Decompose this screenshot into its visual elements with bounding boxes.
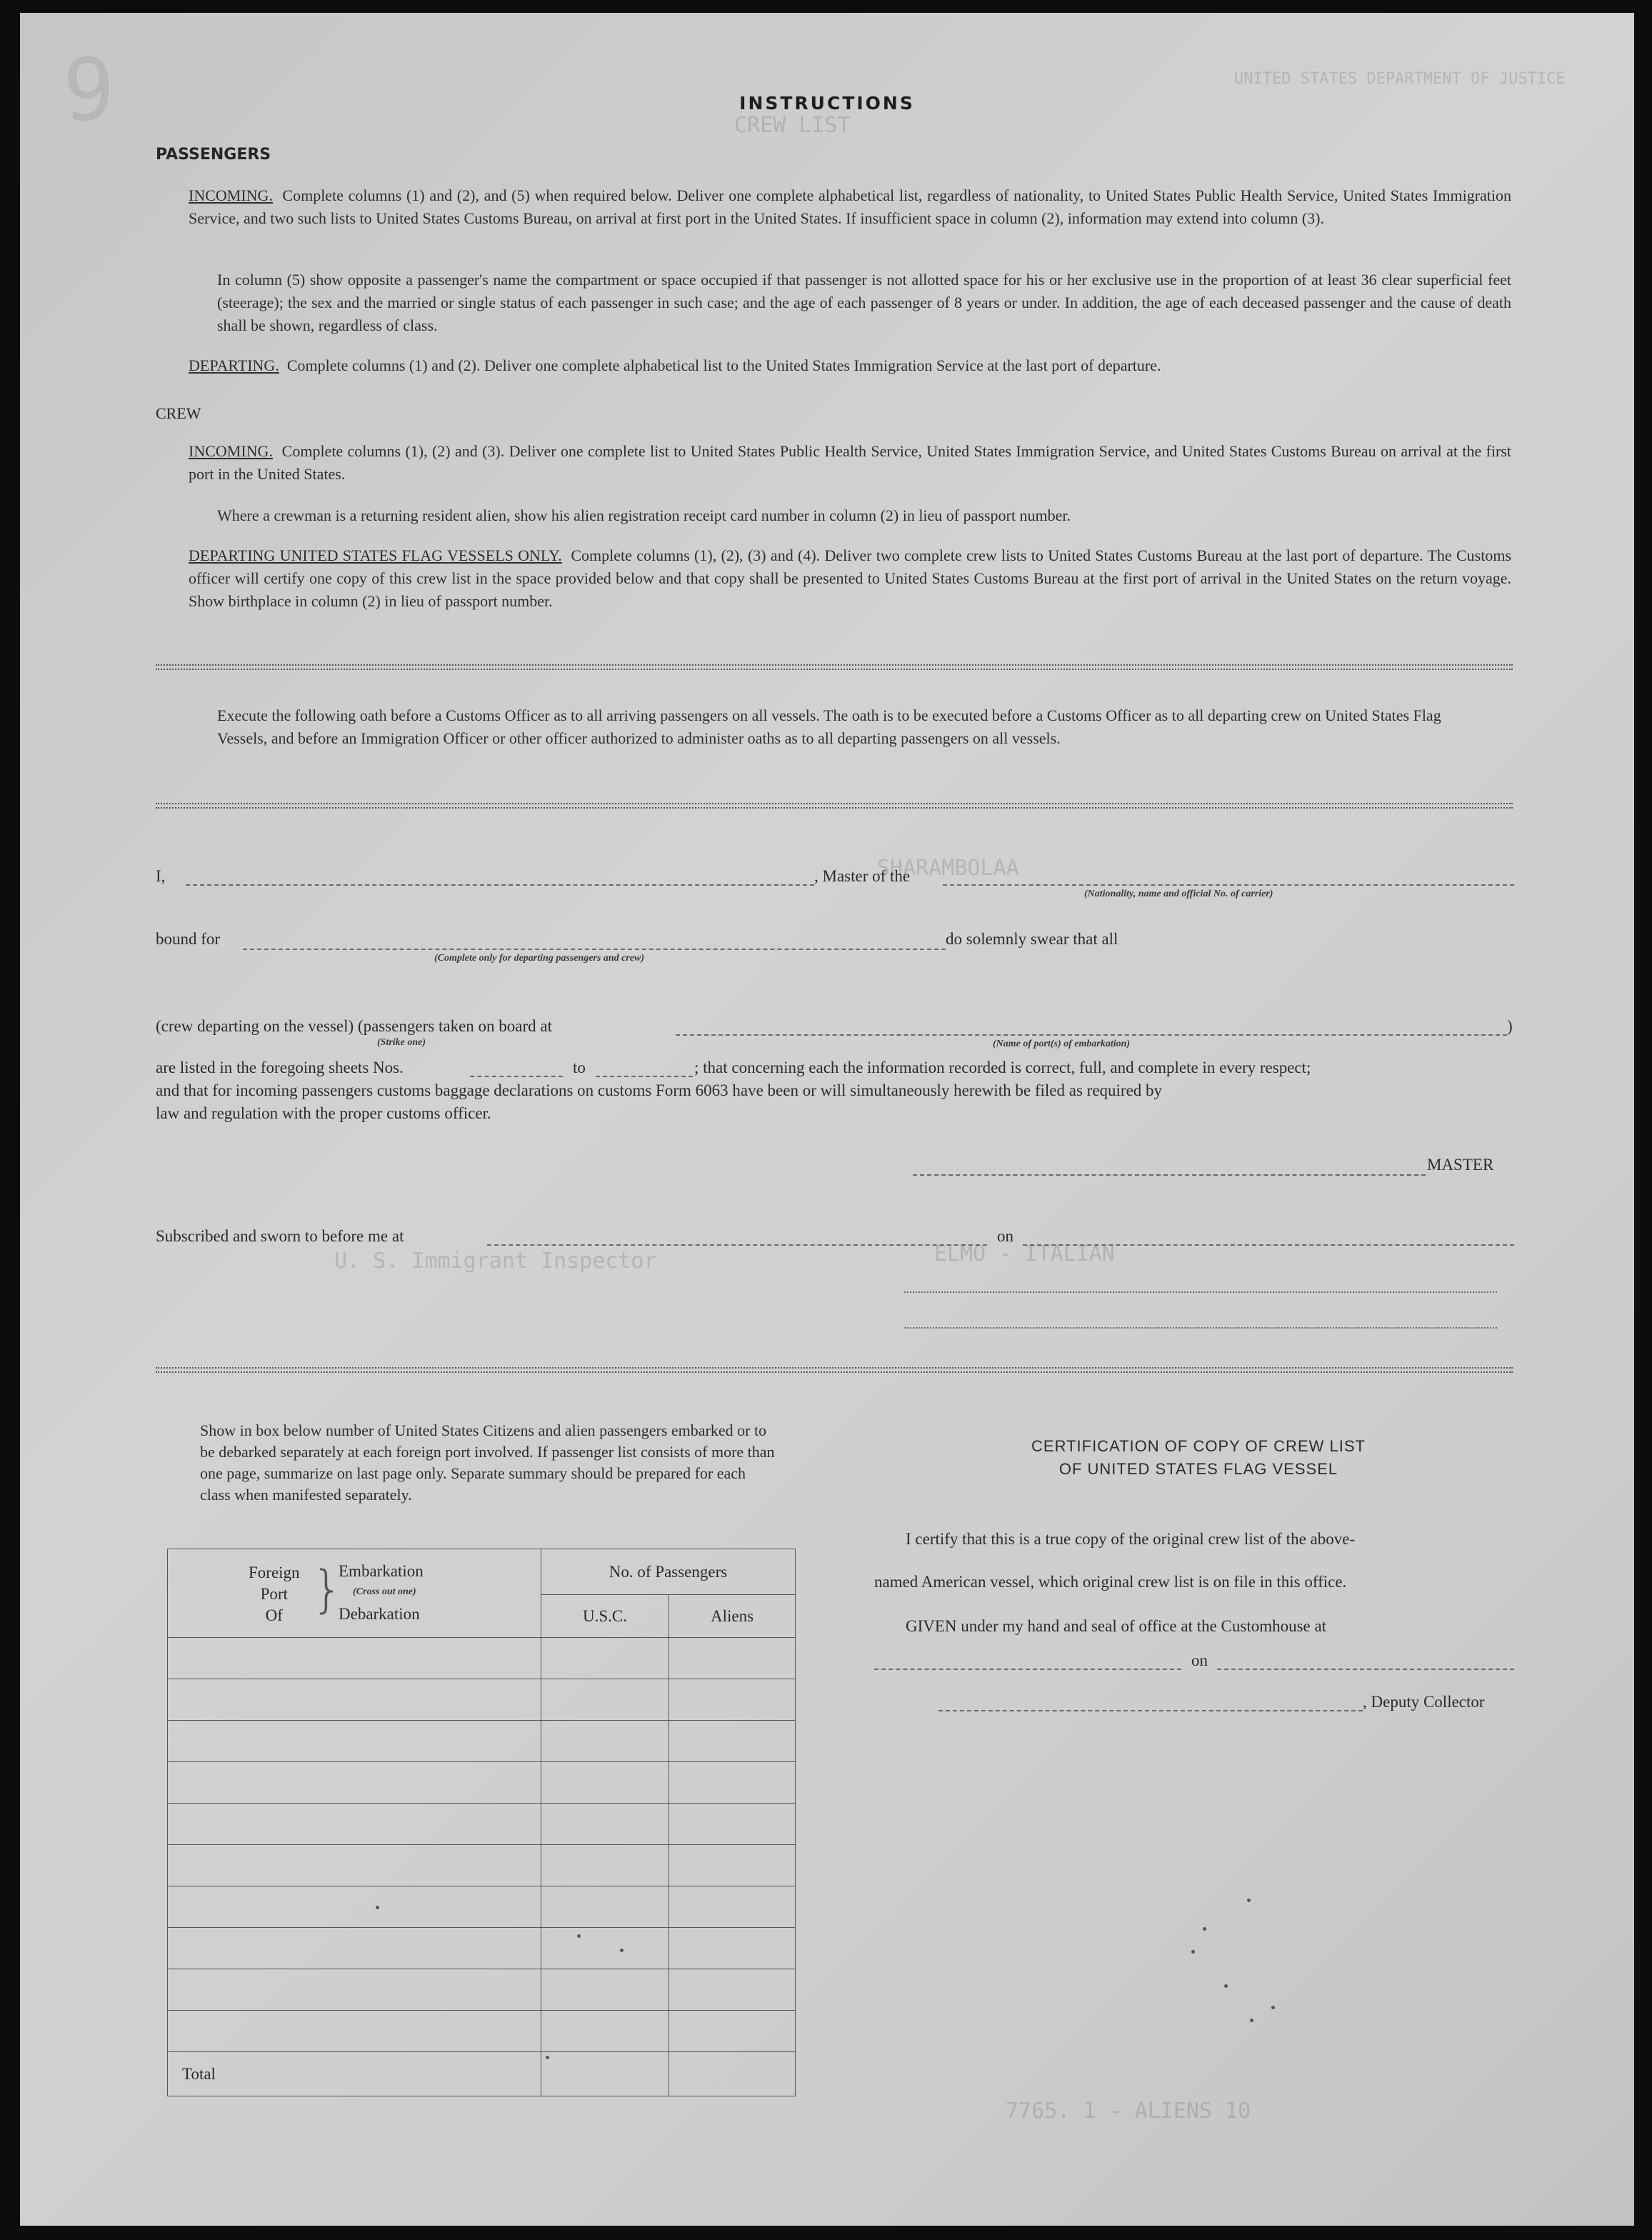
aliens-cell[interactable]	[669, 1679, 796, 1721]
bleed-through-mark: UNITED STATES DEPARTMENT OF JUSTICE	[1234, 70, 1566, 88]
passenger-summary-table	[167, 1549, 796, 2096]
carrier-caption: (Nationality, name and official No. of carrier)	[1084, 889, 1273, 899]
officer-signature-line[interactable]	[904, 1291, 1497, 1293]
bleed-through-mark: U. S. Immigrant Inspector	[334, 1249, 657, 1274]
port-cell[interactable]	[168, 1638, 541, 1679]
certification-title-1: CERTIFICATION OF COPY OF CREW LIST	[1031, 1437, 1366, 1455]
passengers-departing-text: Complete columns (1) and (2). Deliver one complete alphabetical list to the United States Immigration Service at the last port of departure.	[286, 356, 1161, 374]
crew-heading: CREW	[156, 404, 201, 422]
deputy-collector-signature-field[interactable]	[938, 1710, 1363, 1711]
oath-line-3: law and regulation with the proper customs officer.	[156, 1104, 491, 1122]
sworn-location-field[interactable]	[487, 1244, 987, 1246]
usc-cell[interactable]	[541, 1679, 669, 1721]
certification-title-2: OF UNITED STATES FLAG VESSEL	[1058, 1460, 1338, 1478]
passengers-incoming-label: INCOMING.	[189, 186, 273, 204]
bleed-through-mark: 9	[63, 41, 115, 141]
usc-cell[interactable]	[541, 1928, 669, 1969]
usc-total-cell[interactable]	[541, 2052, 669, 2096]
port-header-cell	[168, 1549, 541, 1638]
passengers-departing-label: DEPARTING.	[189, 356, 279, 374]
passengers-incoming-paragraph	[189, 184, 1511, 230]
aliens-cell[interactable]	[669, 1762, 796, 1804]
foreign-label: Foreign	[249, 1563, 300, 1581]
sheet-from-field[interactable]	[470, 1076, 563, 1077]
port-cell[interactable]	[168, 1928, 541, 1969]
master-label: MASTER	[1427, 1156, 1494, 1174]
speck	[1224, 1984, 1228, 1988]
usc-cell[interactable]	[541, 1845, 669, 1886]
no-of-passengers-header: No. of Passengers	[541, 1549, 796, 1595]
aliens-cell[interactable]	[669, 2011, 796, 2052]
usc-cell[interactable]	[541, 1886, 669, 1928]
sheets-to-label: to	[573, 1059, 586, 1076]
bound-for-field[interactable]	[243, 949, 946, 950]
aliens-cell[interactable]	[669, 1969, 796, 2011]
ports-of-embarkation-field[interactable]	[676, 1034, 1507, 1036]
master-name-field[interactable]	[186, 884, 814, 886]
oath-instructions: Execute the following oath before a Customs Officer as to all arriving passengers on all vessels. The oath is to be executed before a Customs Officer as to all departing crew on United States Flag Vessels, and before an Immigration Officer or other officer authorized to administer oaths as to all departing passengers on all vessels.	[217, 706, 1441, 747]
bound-for-label: bound for	[156, 930, 221, 948]
passengers-heading: PASSENGERS	[156, 146, 271, 164]
port-label: Port	[260, 1584, 288, 1603]
crew-incoming-label: INCOMING.	[189, 442, 273, 460]
passengers-column5-paragraph: In column (5) show opposite a passenger's name the compartment or space occupied if that passenger is not allotted space for his or her exclusive use in the proportion of at least 36 clear superficial feet (steerage); the sex and the married or single status of each passenger in such case; and the age of each passenger of 8 years or under. In addition, the age of each deceased passenger and the cause of death shall be shown, regardless of class.	[217, 271, 1511, 334]
passengers-departing-paragraph	[189, 354, 1511, 377]
speck	[1250, 2019, 1253, 2022]
master-signature-field[interactable]	[913, 1174, 1426, 1176]
section-divider	[156, 803, 1513, 804]
carrier-field[interactable]	[943, 884, 1514, 886]
usc-cell[interactable]	[541, 1762, 669, 1804]
aliens-cell[interactable]	[669, 1721, 796, 1762]
usc-cell[interactable]	[541, 1721, 669, 1762]
aliens-total-cell[interactable]	[669, 2052, 796, 2096]
crew-departing-label: DEPARTING UNITED STATES FLAG VESSELS ONLY.	[189, 546, 562, 564]
usc-cell[interactable]	[541, 1804, 669, 1845]
oath-line-2: and that for incoming passengers customs baggage declarations on customs Form 6063 have been or will simultaneously herewith be filed as required by	[156, 1081, 1163, 1099]
port-cell[interactable]	[168, 1969, 541, 2011]
ports-caption: (Name of port(s) of embarkation)	[993, 1039, 1131, 1049]
speck	[1203, 1927, 1206, 1931]
form-page	[20, 13, 1634, 2226]
close-paren: )	[1507, 1017, 1513, 1035]
sworn-on-label: on	[997, 1227, 1013, 1245]
port-cell[interactable]	[168, 1679, 541, 1721]
port-cell[interactable]	[168, 1721, 541, 1762]
speck	[1247, 1899, 1251, 1902]
total-label: Total	[168, 2052, 541, 2096]
swear-label: do solemnly swear that all	[946, 930, 1118, 948]
usc-cell[interactable]	[541, 1638, 669, 1679]
aliens-cell[interactable]	[669, 1638, 796, 1679]
section-divider	[156, 664, 1513, 666]
aliens-cell[interactable]	[669, 1845, 796, 1886]
certify-on-label: on	[1191, 1651, 1208, 1669]
speck	[1191, 1950, 1195, 1954]
sheet-to-field[interactable]	[596, 1076, 693, 1077]
bleed-through-mark: ELMO - ITALIAN	[934, 1241, 1115, 1266]
customhouse-field[interactable]	[874, 1669, 1181, 1670]
aliens-cell[interactable]	[669, 1886, 796, 1928]
certify-line-2: named American vessel, which original crew list is on file in this office.	[874, 1573, 1347, 1591]
port-cell[interactable]	[168, 1804, 541, 1845]
port-cell[interactable]	[168, 1845, 541, 1886]
port-cell[interactable]	[168, 2011, 541, 2052]
usc-cell[interactable]	[541, 1969, 669, 2011]
usc-header: U.S.C.	[541, 1595, 669, 1638]
debarkation-label: Debarkation	[339, 1604, 420, 1623]
certify-line-1: I certify that this is a true copy of the original crew list of the above-	[906, 1530, 1356, 1548]
given-line: GIVEN under my hand and seal of office at the Customhouse at	[906, 1617, 1327, 1635]
aliens-header: Aliens	[669, 1595, 796, 1638]
summary-instructions: Show in box below number of United States Citizens and alien passengers embarked or to be debarked separately at each foreign port involved. If passenger list consists of more than one page, summarize on last page only. Separate summary should be prepared for each class when manifested separately.	[200, 1421, 775, 1504]
bleed-through-mark: SHARAMBOLAA	[877, 856, 1019, 881]
brace-icon: }	[311, 1559, 344, 1619]
sheets-rest: ; that concerning each the information recorded is correct, full, and complete in every respect;	[694, 1059, 1311, 1076]
strike-one-caption: (Strike one)	[377, 1037, 426, 1048]
crew-departing-label-line: (crew departing on the vessel) (passengers taken on board at	[156, 1017, 552, 1035]
passengers-incoming-text: Complete columns (1) and (2), and (5) when required below. Deliver one complete alphabetical list, regardless of nationality, to United States Public Health Service, United States Immigration Service, and two such lists to United States Customs Bureau, on arrival at first port in the United States. If insufficient space in column (2), information may extend into column (3).	[189, 186, 1512, 227]
embarkation-label: Embarkation	[339, 1561, 424, 1580]
crew-incoming-paragraph	[189, 440, 1511, 486]
officer-title-line[interactable]	[904, 1327, 1497, 1329]
usc-cell[interactable]	[541, 2011, 669, 2052]
port-cell[interactable]	[168, 1886, 541, 1928]
speck	[1271, 2006, 1275, 2009]
port-cell[interactable]	[168, 1762, 541, 1804]
aliens-cell[interactable]	[669, 1804, 796, 1845]
speck	[376, 1906, 379, 1909]
aliens-cell[interactable]	[669, 1928, 796, 1969]
deputy-collector-label: , Deputy Collector	[1363, 1693, 1485, 1711]
speck	[620, 1949, 624, 1952]
section-divider	[156, 1371, 1513, 1373]
certify-date-field[interactable]	[1217, 1669, 1514, 1670]
bleed-through-mark: CREW LIST	[734, 113, 851, 138]
master-of-label: , Master of the	[814, 867, 911, 885]
section-divider	[156, 807, 1513, 809]
page-title: INSTRUCTIONS	[739, 93, 915, 114]
oath-i-label: I,	[156, 867, 166, 885]
sheets-label: are listed in the foregoing sheets Nos.	[156, 1059, 404, 1076]
of-label: Of	[265, 1606, 283, 1624]
section-divider	[156, 1367, 1513, 1369]
speck	[546, 2056, 549, 2059]
speck	[577, 1934, 581, 1938]
bleed-through-mark: 7765. 1 - ALIENS 10	[1006, 2099, 1251, 2124]
sworn-date-field[interactable]	[1023, 1244, 1514, 1246]
crew-departing-text: Complete columns (1), (2), (3) and (4). Deliver two complete crew lists to United States Customs Bureau at the last port of departure. The Customs officer will certify one copy of this crew list in the space provided below and that copy shall be presented to United States Customs Bureau at the first port of arrival in the United States on the return voyage. Show birthplace in column (2) in lieu of passport number.	[189, 546, 1512, 610]
crew-resident-paragraph: Where a crewman is a returning resident alien, show his alien registration receipt card number in column (2) in lieu of passport number.	[217, 506, 1071, 524]
crew-incoming-text: Complete columns (1), (2) and (3). Deliver one complete list to United States Public Health Service, United States Immigration Service, and United States Customs Bureau on arrival at the first port in the United States.	[189, 442, 1511, 483]
section-divider	[156, 669, 1513, 670]
bound-for-caption: (Complete only for departing passengers and crew)	[434, 953, 644, 964]
subscribed-label: Subscribed and sworn to before me at	[156, 1227, 404, 1245]
crew-departing-paragraph	[189, 544, 1511, 613]
cross-out-caption: (Cross out one)	[353, 1586, 416, 1597]
